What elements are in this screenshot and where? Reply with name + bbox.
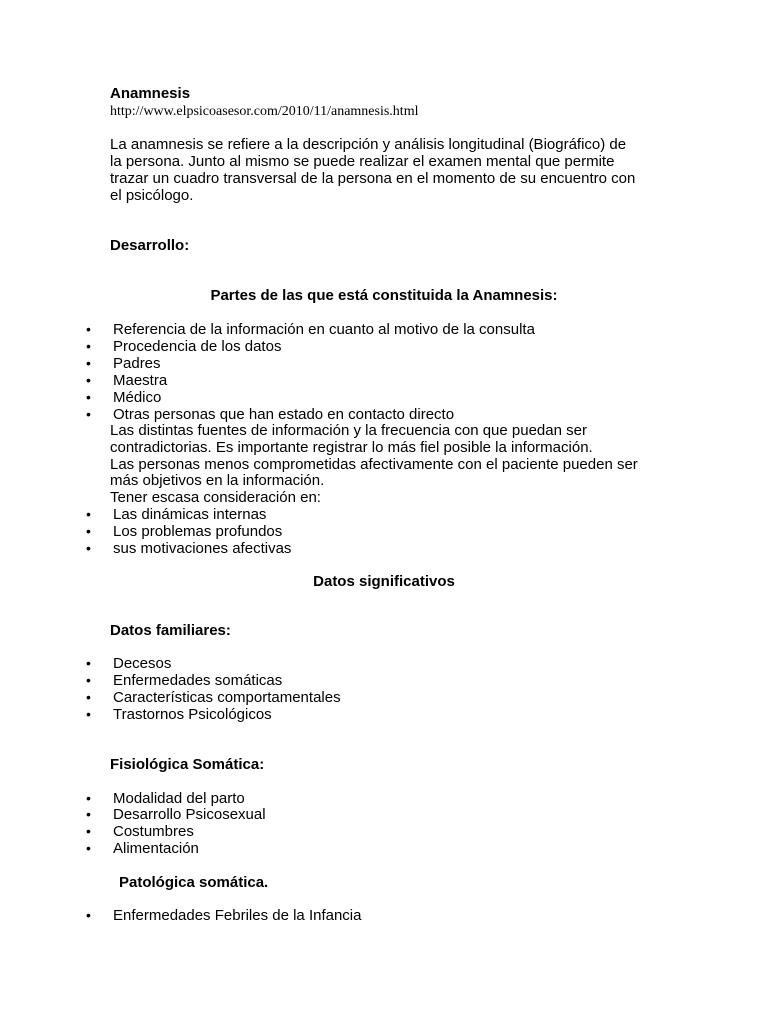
list-item: Médico [113, 389, 162, 406]
list-item: Modalidad del parto [113, 790, 245, 807]
list-item: Enfermedades somáticas [113, 672, 283, 689]
intro-line: La anamnesis se refiere a la descripción y análisis longitudinal (Biográfico) de [110, 136, 627, 153]
bullet-marker: • [86, 655, 91, 671]
bullet-marker: • [86, 321, 91, 337]
bullet-marker: • [86, 672, 91, 688]
list-item: Referencia de la información en cuanto al motivo de la consulta [113, 321, 535, 338]
datos-significativos-heading: Datos significativos [313, 573, 455, 590]
document-title: Anamnesis [110, 85, 191, 102]
bullet-marker: • [86, 389, 91, 405]
list-item: Los problemas profundos [113, 523, 283, 540]
list-item: Costumbres [113, 823, 194, 840]
bullet-marker: • [86, 372, 91, 388]
list-item: Decesos [113, 655, 172, 672]
bullet-marker: • [86, 355, 91, 371]
bullet-marker: • [86, 540, 91, 556]
intro-line: la persona. Junto al mismo se puede realizar el examen mental que permite [110, 153, 615, 170]
list-item: Enfermedades Febriles de la Infancia [113, 907, 362, 924]
list-item: Padres [113, 355, 161, 372]
partes-text-line: Las personas menos comprometidas afectivamente con el paciente pueden ser [110, 456, 638, 473]
source-url: http://www.elpsicoasesor.com/2010/11/anamnesis.html [110, 104, 419, 119]
list-item: Maestra [113, 372, 168, 389]
bullet-marker: • [86, 706, 91, 722]
partes-text-line: más objetivos en la información. [110, 472, 325, 489]
bullet-marker: • [86, 689, 91, 705]
bullet-marker: • [86, 790, 91, 806]
bullet-marker: • [86, 907, 91, 923]
partes-heading: Partes de las que está constituida la Anamnesis: [210, 287, 558, 304]
partes-text-line: contradictorias. Es importante registrar lo más fiel posible la información. [110, 439, 593, 456]
list-item: Desarrollo Psicosexual [113, 806, 266, 823]
bullet-marker: • [86, 338, 91, 354]
datos-familiares-heading: Datos familiares: [110, 622, 231, 639]
intro-line: trazar un cuadro transversal de la persona en el momento de su encuentro con [110, 170, 636, 187]
bullet-marker: • [86, 806, 91, 822]
list-item: Procedencia de los datos [113, 338, 282, 355]
patologica-heading: Patológica somática. [119, 874, 269, 891]
fisiologica-heading: Fisiológica Somática: [110, 756, 265, 773]
list-item: Las dinámicas internas [113, 506, 267, 523]
intro-line: el psicólogo. [110, 187, 194, 204]
bullet-marker: • [86, 523, 91, 539]
list-item: Características comportamentales [113, 689, 341, 706]
list-item: sus motivaciones afectivas [113, 540, 292, 557]
list-item: Trastornos Psicológicos [113, 706, 272, 723]
bullet-marker: • [86, 823, 91, 839]
list-item: Alimentación [113, 840, 199, 857]
partes-text-line: Las distintas fuentes de información y la frecuencia con que puedan ser [110, 422, 587, 439]
list-item: Otras personas que han estado en contacto directo [113, 406, 455, 423]
bullet-marker: • [86, 840, 91, 856]
bullet-marker: • [86, 406, 91, 422]
bullet-marker: • [86, 506, 91, 522]
partes-text-line: Tener escasa consideración en: [110, 489, 321, 506]
desarrollo-heading: Desarrollo: [110, 237, 190, 254]
